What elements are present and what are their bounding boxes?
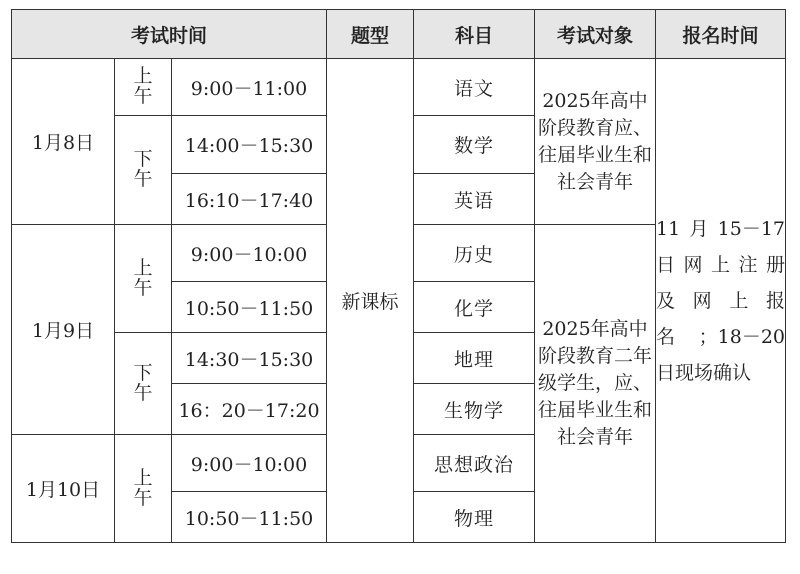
- header-exam-target: 考试对象: [535, 10, 656, 59]
- exam-target-cell-group-2: [535, 225, 656, 543]
- question-type-cell: 新课标: [327, 59, 414, 543]
- subject-cell: 思想政治: [414, 435, 535, 492]
- registration-line: 名；18－20: [656, 325, 785, 348]
- exam-schedule-table: [11, 9, 786, 543]
- period-label: 上午: [133, 256, 153, 299]
- time-slot-cell: 16：20－17:20: [172, 384, 327, 435]
- subject-cell: 数学: [414, 116, 535, 174]
- subject-cell: 地理: [414, 333, 535, 384]
- time-slot-cell: 9:00－10:00: [172, 435, 327, 492]
- exam-target-text: 2025年高中阶段教育应、往届毕业生和社会青年: [537, 89, 652, 193]
- header-row: [12, 10, 786, 59]
- day-cell-jan-10: 1月10日: [12, 435, 115, 543]
- registration-line: 11月15－17: [656, 217, 785, 240]
- period-label: 下午: [133, 148, 153, 190]
- period-label: 上午: [133, 466, 153, 509]
- subject-cell: 英语: [414, 174, 535, 225]
- time-slot-cell: 16:10－17:40: [172, 174, 327, 225]
- time-slot-cell: 9:00－11:00: [172, 59, 327, 116]
- period-cell-morning: [115, 435, 172, 543]
- subject-cell: 语文: [414, 59, 535, 116]
- table-row: [12, 59, 786, 116]
- period-cell-morning: [115, 59, 172, 116]
- subject-cell: 生物学: [414, 384, 535, 435]
- subject-cell: 化学: [414, 282, 535, 333]
- time-slot-cell: 10:50－11:50: [172, 282, 327, 333]
- registration-time-cell: [656, 59, 786, 543]
- day-cell-jan-8: 1月8日: [12, 59, 115, 225]
- period-cell-morning: [115, 225, 172, 333]
- subject-cell: 物理: [414, 492, 535, 543]
- registration-line: 日现场确认: [656, 361, 752, 384]
- registration-line: 及网上报: [656, 289, 785, 312]
- time-slot-cell: 9:00－10:00: [172, 225, 327, 282]
- period-label: 上午: [133, 65, 153, 107]
- period-cell-afternoon: [115, 116, 172, 225]
- period-label: 下午: [133, 361, 153, 404]
- exam-target-text: 2025年高中阶段教育二年级学生，应、往届毕业生和社会青年: [537, 318, 652, 448]
- exam-target-cell-group-1: [535, 59, 656, 225]
- header-question-type: 题型: [327, 10, 414, 59]
- time-slot-cell: 14:30－15:30: [172, 333, 327, 384]
- time-slot-cell: 10:50－11:50: [172, 492, 327, 543]
- day-cell-jan-9: 1月9日: [12, 225, 115, 435]
- registration-line: 日网上注册: [656, 253, 785, 276]
- subject-cell: 历史: [414, 225, 535, 282]
- time-slot-cell: 14:00－15:30: [172, 116, 327, 174]
- header-subject: 科目: [414, 10, 535, 59]
- period-cell-afternoon: [115, 333, 172, 435]
- header-exam-time: 考试时间: [12, 10, 327, 59]
- header-registration-time: 报名时间: [656, 10, 786, 59]
